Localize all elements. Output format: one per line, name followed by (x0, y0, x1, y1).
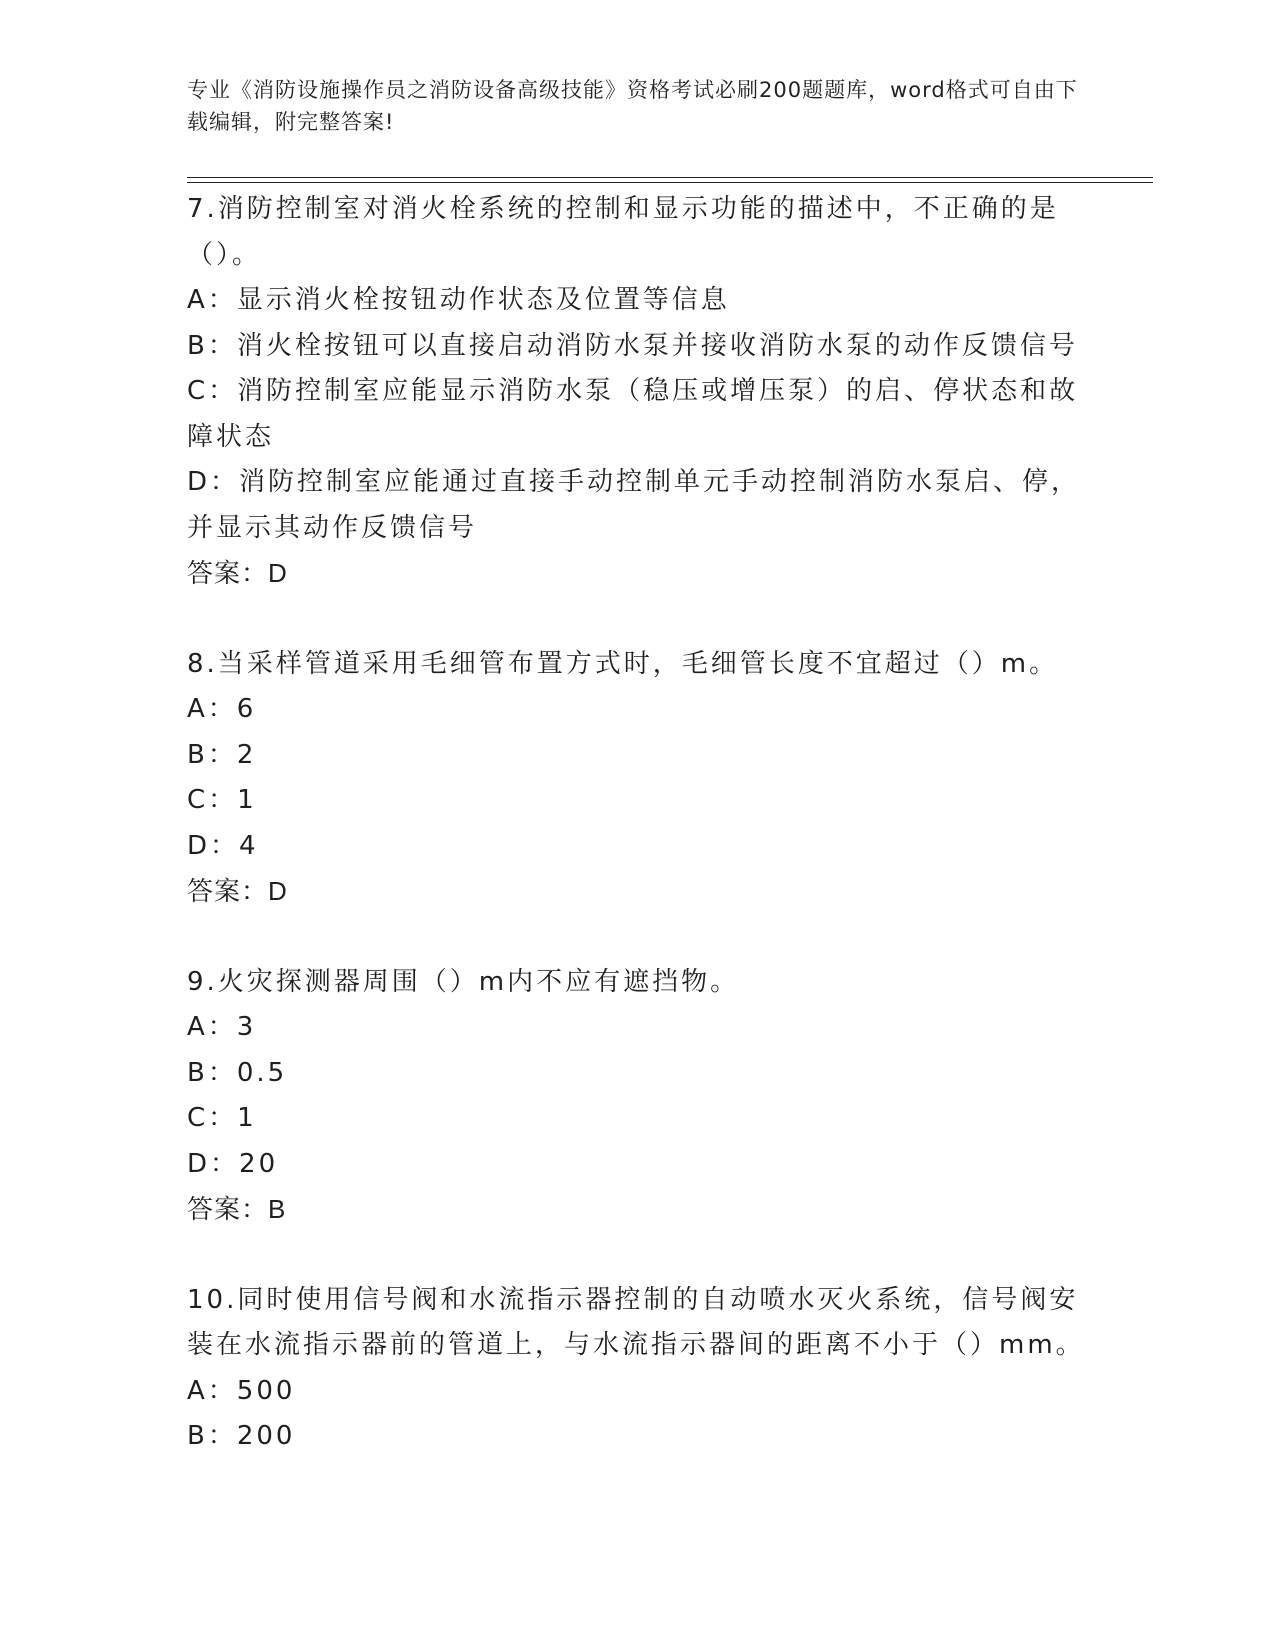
answer: 答案：D (187, 558, 288, 588)
answer: 答案：D (187, 876, 288, 906)
option-b: B：200 (187, 1421, 296, 1451)
document-intro (187, 74, 1087, 138)
question-spacer (187, 597, 1087, 642)
option-b: B：消火栓按钮可以直接启动消防水泵并接收消防水泵的动作反馈信号 (187, 330, 1078, 361)
question-stem: 10.同时使用信号阀和水流指示器控制的自动喷水灭火系统，信号阀安装在水流指示器前的管道上，与水流指示器间的距离不小于（）mm。 (187, 1284, 1085, 1360)
question-7 (187, 187, 1087, 597)
option-c: C：1 (187, 1103, 257, 1133)
header-divider-top (187, 177, 1153, 178)
intro-text: 专业《消防设施操作员之消防设备高级技能》资格考试必刷200题题库，word格式可自由下载编辑，附完整答案! (187, 78, 1078, 134)
option-a: A：6 (187, 694, 257, 724)
option-b: B：0.5 (187, 1057, 288, 1088)
answer: 答案：B (187, 1194, 287, 1224)
option-a: A：3 (187, 1012, 257, 1042)
option-a: A：显示消火栓按钮动作状态及位置等信息 (187, 285, 730, 315)
question-spacer (187, 1233, 1087, 1278)
question-stem: 9.火灾探测器周围（）m内不应有遮挡物。 (187, 966, 740, 997)
header-divider-bottom (187, 182, 1153, 183)
option-d: D：消防控制室应能通过直接手动控制单元手动控制消防水泵启、停，并显示其动作反馈信号 (187, 467, 1081, 543)
option-a: A：500 (187, 1375, 296, 1406)
question-9 (187, 960, 1087, 1233)
option-c: C：消防控制室应能显示消防水泵（稳压或增压泵）的启、停状态和故障状态 (187, 376, 1079, 452)
option-c: C：1 (187, 785, 257, 815)
question-8 (187, 642, 1087, 915)
question-spacer (187, 915, 1087, 960)
option-d: D：4 (187, 830, 259, 861)
option-d: D：20 (187, 1148, 279, 1179)
question-stem: 7.消防控制室对消火栓系统的控制和显示功能的描述中，不正确的是（）。 (187, 194, 1059, 270)
question-10 (187, 1278, 1087, 1460)
question-list (187, 187, 1087, 1460)
question-stem: 8.当采样管道采用毛细管布置方式时，毛细管长度不宜超过（）m。 (187, 648, 1059, 679)
option-b: B：2 (187, 739, 257, 770)
